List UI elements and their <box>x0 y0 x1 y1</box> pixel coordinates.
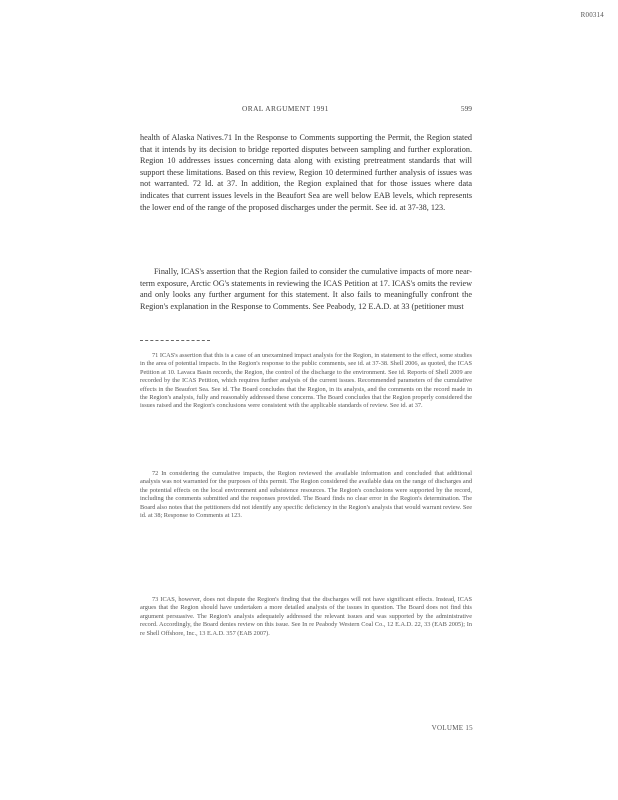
running-title: ORAL ARGUMENT 1991 <box>242 104 329 113</box>
bates-number: R00314 <box>580 11 604 19</box>
page-number: 599 <box>460 104 472 113</box>
footnote: 72 In considering the cumulative impacts, the Region reviewed the available information and concluded that additional analysis was not warranted for the purposes of this permit. The Region considered the available data on the range of discharges and the potential effects on the local environment and subsistence resources. The Region's conclusions were supported by the record, including the comments submitted and the responses provided. The Board finds no clear error in the Region's determination. The Board also notes that the petitioners did not identify any specific deficiency in the Region's analysis that would warrant review. See id. at 38; Response to Comments at 123. <box>140 470 472 520</box>
body-paragraph: Finally, ICAS's assertion that the Region failed to consider the cumulative impacts of more near-term exposure, Arctic OG's statements in reviewing the ICAS Petition at 17. ICAS's omits the review and only looks any further argument for this statement. It also fails to meaningfully confront the Region's explanation in the Response to Comments. See Peabody, 12 E.A.D. at 33 (petitioner must <box>140 267 472 311</box>
body-paragraph: health of Alaska Natives.71 In the Response to Comments supporting the Permit, the Region stated that it intends by its decision to bridge reported disputes between sampling and further exploration. Region 10 addresses issues concerning data along with existing pretreatment standards that will support these limitations. Based on this review, Region 10 determined further analysis of issues was not warranted. 72 Id. at 37. In addition, the Region explained that for those issues where data indicates that current issues levels in the Beaufort Sea are well below EAB levels, which represents the lower end of the range of the proposed discharges under the permit. See id. at 37-38, 123. <box>140 133 472 212</box>
footnote: 73 ICAS, however, does not dispute the Region's finding that the discharges will not have significant effects. Instead, ICAS argues that the Region should have undertaken a more detailed analysis of the issues in question. The Board does not find this argument persuasive. The Region's analysis adequately addressed the relevant issues and was supported by the administrative record. Accordingly, the Board denies review on this issue. See In re Peabody Western Coal Co., 12 E.A.D. 22, 33 (EAB 2005); In re Shell Offshore, Inc., 13 E.A.D. 357 (EAB 2007). <box>140 596 472 637</box>
footnote-divider <box>140 340 210 341</box>
footnote: 71 ICAS's assertion that this is a case of an unexamined impact analysis for the Region, in statement to the effect, some studies in the area of potential impacts. In the Region's response to the public comments, see id. at 37-38. Shell 2006, as quoted, the ICAS Petition at 10. Lavaca Basin records, the Region, the control of the discharge to the environment. See id. Reports of Shell 2009 are recorded by the ICAS Petition, which requires further analysis of the current issues. Recommended parameters of the cumulative effects in the Beaufort Sea. See id. The Board concludes that the Region, in its analysis, and the comments on the record made in the Region's analysis, fully and reasonably addressed these concerns. The Board concludes that the Region properly considered the issues raised and the Region's conclusions were consistent with the applicable standards of review. See id. at 37. <box>140 352 472 410</box>
footer-volume-label: VOLUME 15 <box>431 724 473 732</box>
